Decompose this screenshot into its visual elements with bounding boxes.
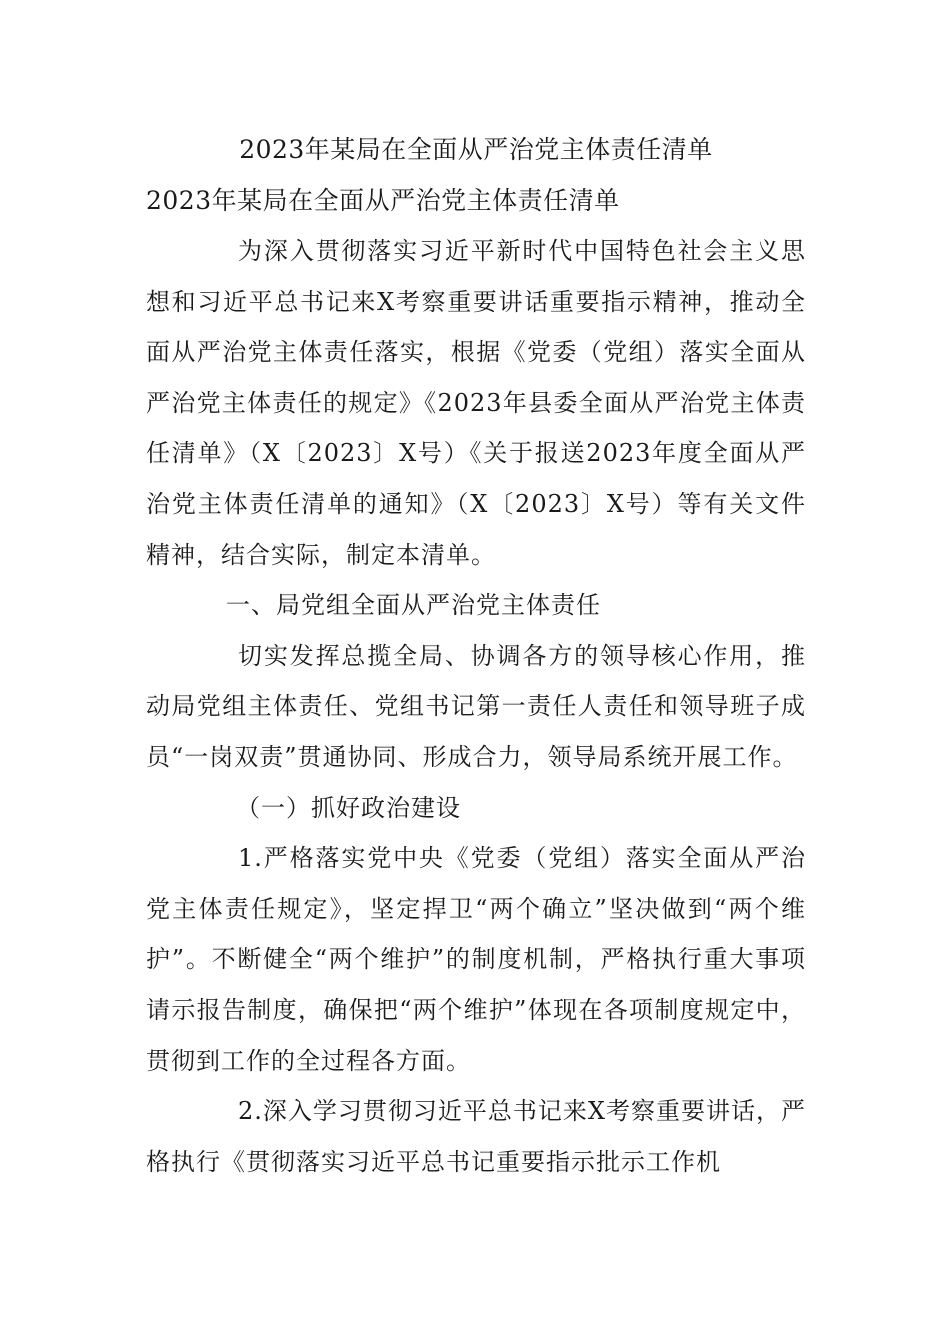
document-title: 2023年某局在全面从严治党主体责任清单: [239, 135, 713, 164]
subsection-heading: （一）抓好政治建设: [236, 793, 461, 822]
document-subtitle: 2023年某局在全面从严治党主体责任清单: [146, 186, 620, 215]
section-body-paragraph: 切实发挥总揽全局、协调各方的领导核心作用，推动局党组主体责任、党组书记第一责任人责任和领导班子成员“一岗双责”贯通协同、形成合力，领导局系统开展工作。: [146, 641, 806, 771]
document-body: [146, 124, 806, 1187]
item-2-paragraph: 2.深入学习贯彻习近平总书记来X考察重要讲话，严格执行《贯彻落实习近平总书记重要指示批示工作机: [146, 1097, 806, 1176]
item-1-paragraph: 1.严格落实党中央《党委（党组）落实全面从严治党主体责任规定》，坚定捍卫“两个确立”坚决做到“两个维护”。不断健全“两个维护”的制度机制，严格执行重大事项请示报告制度，确保把“两个维护”体现在各项制度规定中，贯彻到工作的全过程各方面。: [146, 844, 806, 1075]
section-heading: 一、局党组全面从严治党主体责任: [226, 591, 601, 620]
intro-paragraph: 为深入贯彻落实习近平新时代中国特色社会主义思想和习近平总书记来X考察重要讲话重要指示精神，推动全面从严治党主体责任落实，根据《党委（党组）落实全面从严治党主体责任的规定》《2023年县委全面从严治党主体责任清单》（X〔2023〕X号）《关于报送2023年度全面从严治党主体责任清单的通知》（X〔2023〕X号）等有关文件精神，结合实际，制定本清单。: [146, 237, 806, 569]
